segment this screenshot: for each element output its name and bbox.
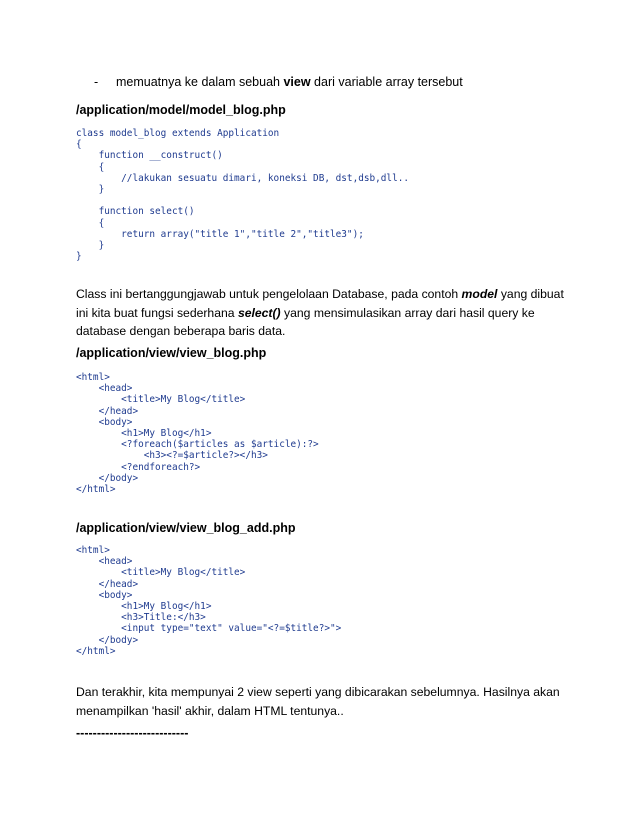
paragraph1-part3: yang mensimulasikan array dari hasil query ke database dengan beberapa baris data. <box>76 305 535 338</box>
bullet-text-before: memuatnya ke dalam sebuah <box>116 75 284 89</box>
paragraph1-part1: Class ini bertanggungjawab untuk pengelolaan Database, pada contoh <box>76 287 462 301</box>
view-blog-code-block: <html> <head> <title>My Blog</title> </head> <body> <h1>My Blog</h1> <?foreach($articles as $article):?> <h3><?=$article?></h3> <?endforeach?> </body> </html> <box>76 372 319 496</box>
separator-line: --------------------------- <box>76 726 189 740</box>
view-blog-heading: /application/view/view_blog.php <box>76 346 267 360</box>
model-description-paragraph <box>76 285 566 341</box>
bullet-item <box>94 74 463 90</box>
paragraph1-emphasis-model: model <box>461 287 498 301</box>
closing-paragraph: Dan terakhir, kita mempunyai 2 view seperti yang dibicarakan sebelumnya. Hasilnya akan menampilkan 'hasil' akhir, dalam HTML tentunya.. <box>76 685 560 718</box>
bullet-marker: - <box>94 75 99 89</box>
bullet-text-after: dari variable array tersebut <box>310 75 463 89</box>
paragraph1-emphasis-select: select() <box>237 305 281 320</box>
bullet-bold-word: view <box>283 75 311 89</box>
model-file-heading: /application/model/model_blog.php <box>76 103 286 117</box>
model-code-block: class model_blog extends Application { function __construct() { //lakukan sesuatu dimari, koneksi DB, dst,dsb,dll.. } function select() { return array("title 1","title 2","title3"); } } <box>76 128 410 263</box>
view-blog-add-heading: /application/view/view_blog_add.php <box>76 521 296 535</box>
view-blog-add-code-block: <html> <head> <title>My Blog</title> </head> <body> <h1>My Blog</h1> <h3>Title:</h3> <input type="text" value="<?=$title?>"> </body> </html> <box>76 545 342 657</box>
paragraph1-part2: yang dibuat ini kita buat fungsi sederhana <box>76 287 564 320</box>
